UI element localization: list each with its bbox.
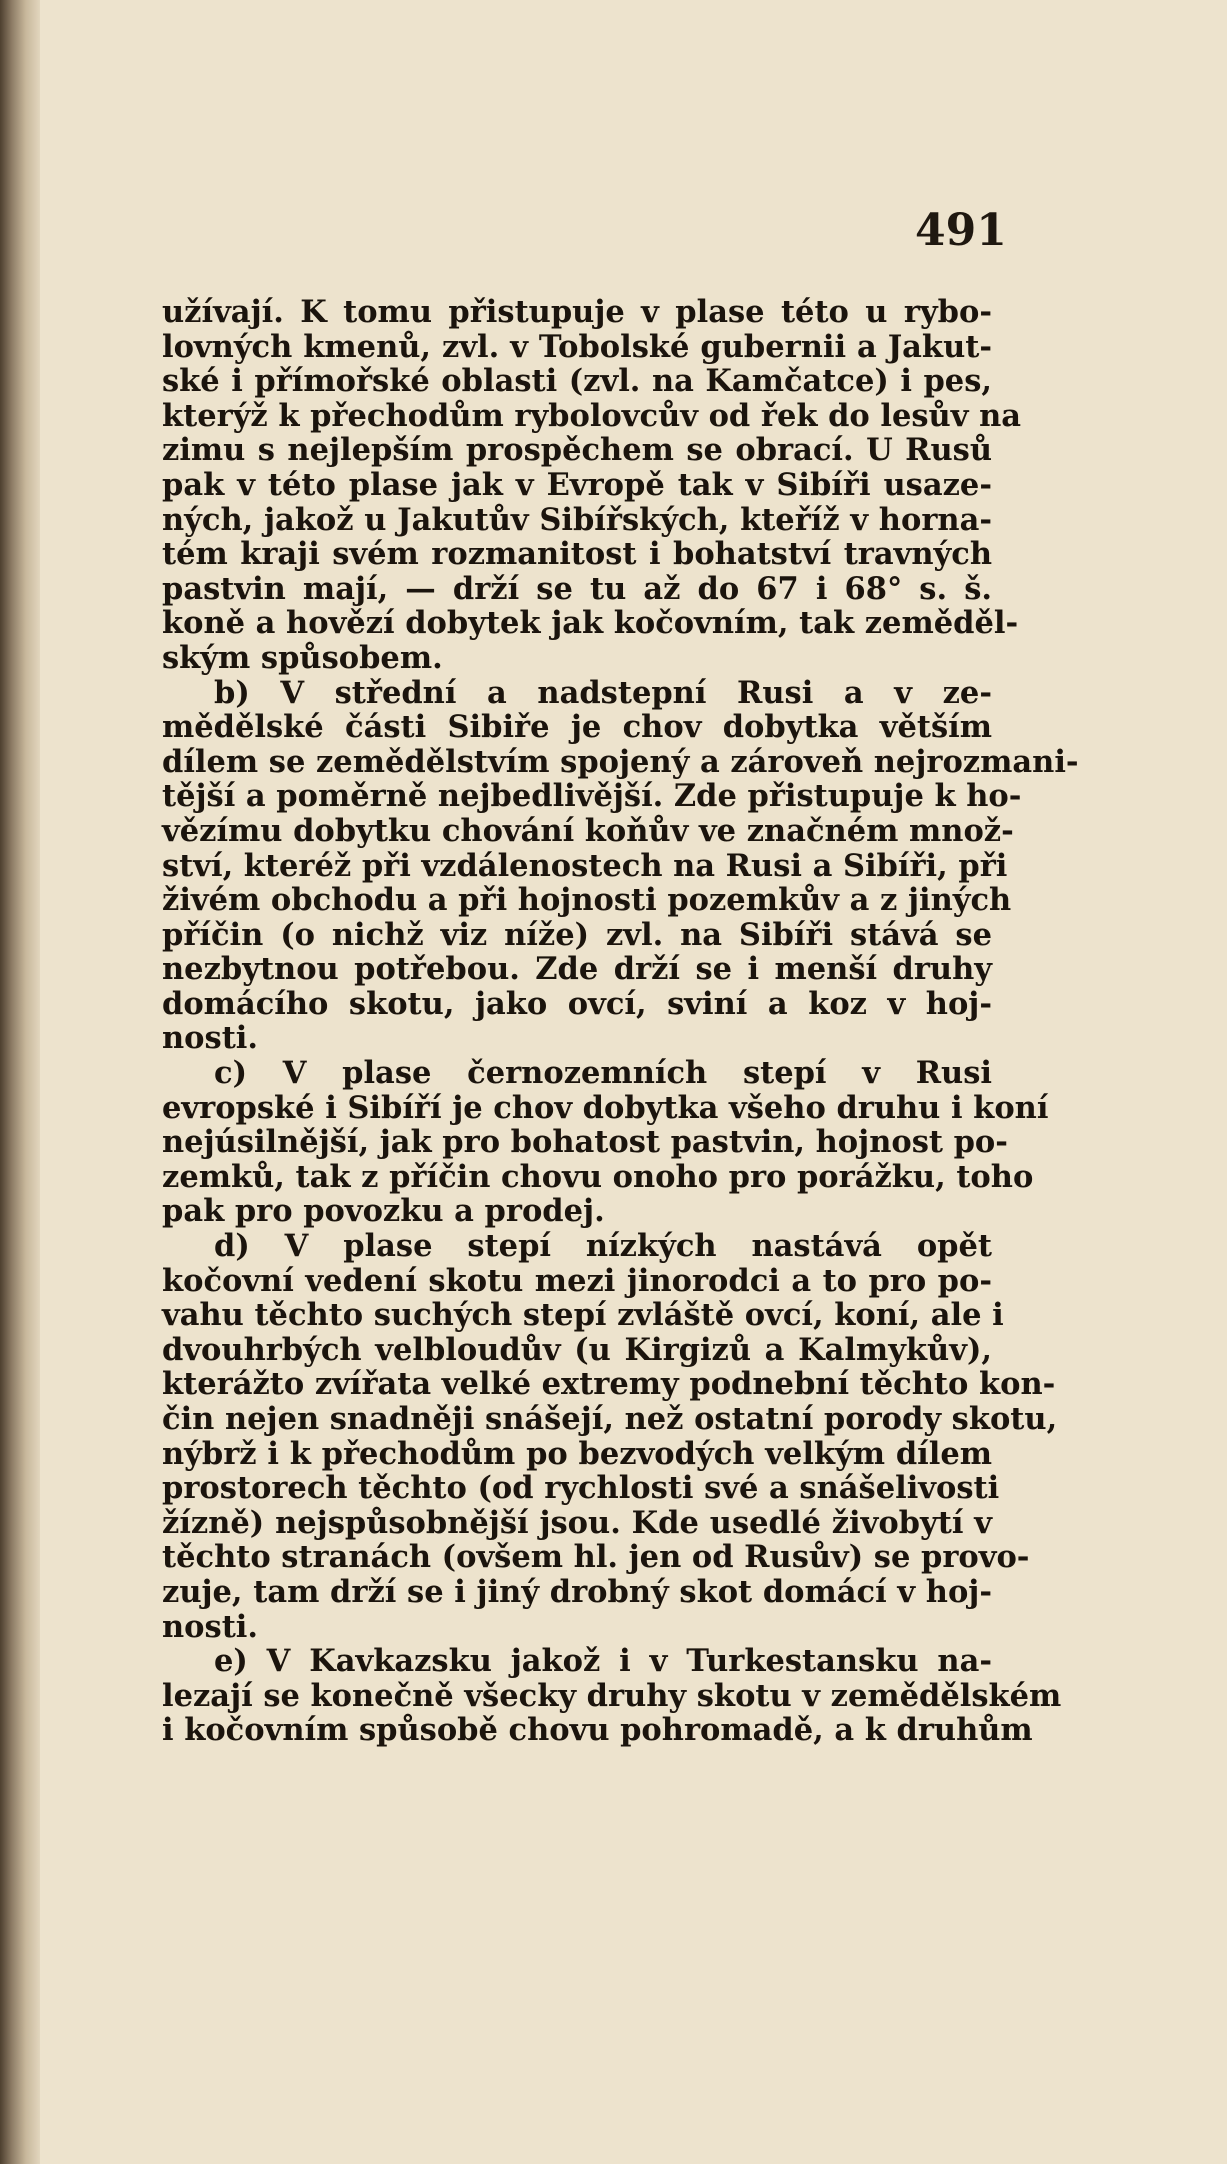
text-line: nosti. xyxy=(162,1020,258,1057)
text-line: ných, jakož u Jakutův Sibířských, kteříž v horna- xyxy=(162,501,992,538)
text-line: kočovní vedení skotu mezi jinorodci a to pro po- xyxy=(162,1262,992,1299)
text-line: vahu těchto suchých stepí zvláště ovcí, koní, ale i xyxy=(162,1297,1004,1334)
text-line: zuje, tam drží se i jiný drobný skot domácí v hoj- xyxy=(162,1573,992,1610)
text-line: příčin (o nichž viz níže) zvl. na Sibíři stává se xyxy=(162,916,992,953)
text-line: nezbytnou potřebou. Zde drží se i menší druhy xyxy=(162,951,992,988)
text-line: pak pro povozku a prodej. xyxy=(162,1193,605,1230)
text-line: b) V střední a nadstepní Rusi a v ze- xyxy=(214,674,992,711)
text-line: tější a poměrně nejbedlivější. Zde přistupuje k ho- xyxy=(162,778,1022,815)
text-line: zemků, tak z příčin chovu onoho pro porážku, toho xyxy=(162,1158,1034,1195)
body-text xyxy=(162,294,1079,1749)
text-line: nejúsilnější, jak pro bohatost pastvin, hojnost po- xyxy=(162,1124,1008,1161)
text-line: ským spůsobem. xyxy=(162,639,443,676)
text-line: pastvin mají, — drží se tu až do 67 i 68° s. š. xyxy=(162,570,992,607)
text-line: lovných kmenů, zvl. v Tobolské gubernii a Jakut- xyxy=(162,328,992,365)
text-line: tém kraji svém rozmanitost i bohatství travných xyxy=(162,536,992,573)
text-line: živém obchodu a při hojnosti pozemkův a z jiných xyxy=(162,882,1012,919)
text-line: dílem se zemědělstvím spojený a zároveň nejrozmani- xyxy=(162,743,1079,780)
text-line: těchto stranách (ovšem hl. jen od Rusův) se provo- xyxy=(162,1539,1030,1576)
text-line: evropské i Sibíří je chov dobytka všeho druhu i koní xyxy=(162,1089,1049,1126)
text-line: c) V plase černozemních stepí v Rusi xyxy=(214,1055,992,1092)
text-line: vězímu dobytku chování koňův ve značném množ- xyxy=(162,812,1014,849)
text-line: čin nejen snadněji snášejí, než ostatní porody skotu, xyxy=(162,1401,1058,1437)
text-line: mědělské části Sibiře je chov dobytka větším xyxy=(162,709,992,746)
binding-gutter xyxy=(0,0,40,2164)
page-number: 491 xyxy=(915,205,1007,256)
text-line: ství, kteréž při vzdálenostech na Rusi a Sibíři, při xyxy=(162,847,1008,884)
text-line: dvouhrbých velbloudův (u Kirgizů a Kalmykův), xyxy=(162,1331,992,1368)
text-line: zimu s nejlepším prospěchem se obrací. U Rusů xyxy=(162,432,992,469)
text-line: nosti. xyxy=(162,1608,258,1645)
text-line: koně a hovězí dobytek jak kočovním, tak zeměděl- xyxy=(162,605,1019,642)
text-line: lezají se konečně všecky druhy skotu v zemědělském xyxy=(162,1677,1062,1714)
text-line: kterážto zvířata velké extremy podnební těchto kon- xyxy=(162,1366,1056,1403)
text-line: užívají. K tomu přistupuje v plase této u rybo- xyxy=(162,294,992,330)
text-line: pak v této plase jak v Evropě tak v Sibíři usaze- xyxy=(162,466,992,503)
text-line: d) V plase stepí nízkých nastává opět xyxy=(214,1228,992,1265)
text-line: prostorech těchto (od rychlosti své a snášelivosti xyxy=(162,1470,1000,1507)
text-line: i kočovním spůsobě chovu pohromadě, a k druhům xyxy=(162,1712,1033,1749)
text-line: domácího skotu, jako ovcí, sviní a koz v hoj- xyxy=(162,985,992,1022)
text-line: ské i přímořské oblasti (zvl. na Kamčatce) i pes, xyxy=(162,363,992,400)
text-line: žízně) nejspůsobnější jsou. Kde usedlé živobytí v xyxy=(162,1504,992,1541)
text-line: kterýž k přechodům rybolovcův od řek do lesův na xyxy=(162,397,1022,434)
text-line: e) V Kavkazsku jakož i v Turkestansku na- xyxy=(214,1643,992,1680)
text-line: nýbrž i k přechodům po bezvodých velkým dílem xyxy=(162,1435,992,1472)
